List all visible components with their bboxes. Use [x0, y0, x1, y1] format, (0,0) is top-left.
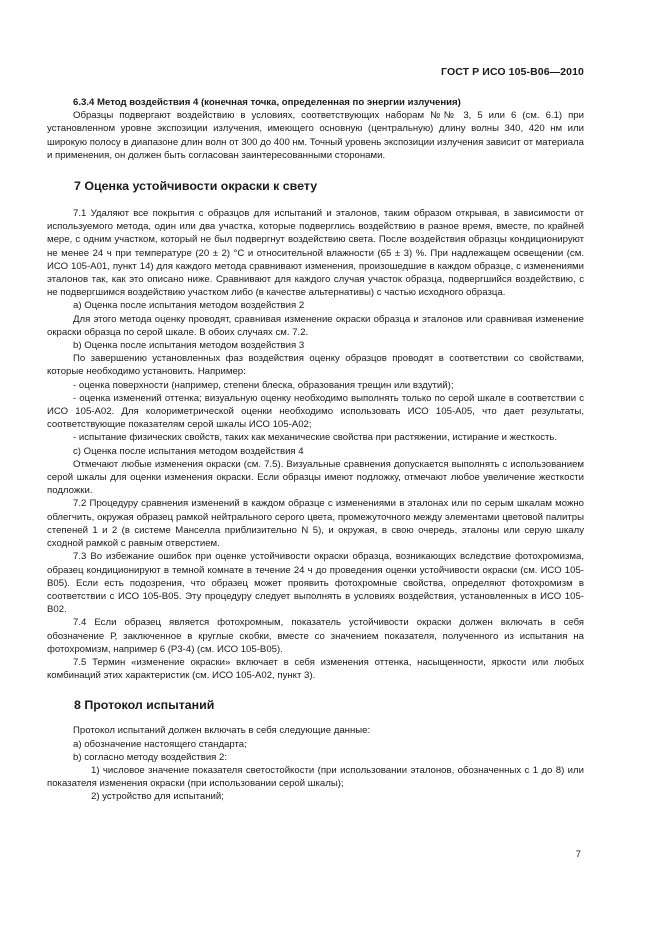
list-item: - оценка поверхности (например, степени блеска, образования трещин или вздутий); [73, 379, 454, 391]
list-subitem: 1) числовое значение показателя светостойкости (при использовании эталонов, обозначенных с 1 до 8) или показателя изменения окраски (при использовании серой шкалы); [47, 764, 584, 790]
list-item: - испытание физических свойств, таких как механические свойства при растяжении, истирание и жесткость. [73, 432, 558, 444]
section-8-title: 8 Протокол испытаний [74, 698, 215, 713]
list-subitem: 2) устройство для испытаний; [91, 791, 224, 803]
item-a-heading: a) Оценка после испытания методом воздействия 2 [73, 300, 305, 312]
list-item: a) обозначение настоящего стандарта; [73, 738, 247, 750]
paragraph-7-5: 7.5 Термин «изменение окраски» включает в себя изменения оттенка, насыщенности, яркости или любых комбинаций этих характеристик (см. ИСО 105-А02, пункт 3). [47, 656, 584, 682]
subsection-title: 6.3.4 Метод воздействия 4 (конечная точка, определенная по энергии излучения) [73, 97, 461, 108]
paragraph: Образцы подвергают воздействию в условиях, соответствующих наборам №№ 3, 5 или 6 (см. 6.1) при установленном уровне экспозиции излучения, имеющего основную (центральную) длину волны 340, 420 нм или широкую полосу в диапазоне длин волн от 300 до 400 нм. Точный уровень экспозиции излучения зависит от материала и применения, он должен быть согласован заинтересованными сторонами. [47, 110, 584, 161]
page-number: 7 [575, 849, 581, 860]
list-item: b) согласно методу воздействия 2: [73, 751, 228, 763]
item-c-heading: c) Оценка после испытания методом воздействия 4 [73, 445, 304, 457]
item-b-text: По завершению установленных фаз воздействия оценку образцов проводят в соответствии со свойствами, которые необходимо установить. Например: [47, 353, 584, 378]
item-a-text: Для этого метода оценку проводят, сравнивая изменение окраски образца и эталонов или сравнивая изменение окраски образца по серой шкале. В обоих случаях см. 7.2. [47, 313, 584, 338]
paragraph-7-3: 7.3 Во избежание ошибок при оценке устойчивости окраски образца, возникающих вследствие фотохромизма, образец кондиционируют в темной комнате в течение 24 ч до проведения оценки устойчивости окраски (см. ИСО 105-В05). Если есть подозрения, что образец может проявить фотохромные свойства, определяют фотохромизм в соответствии с ИСО 105-В05. Эту процедуру следует выполнять в условиях воздействия, установленных в ИСО 105-В02. [47, 551, 584, 616]
standard-header: ГОСТ Р ИСО 105-В06—2010 [441, 66, 584, 78]
item-c-text: Отмечают любые изменения окраски (см. 7.5). Визуальные сравнения допускается выполнять с использованием серой шкалы для оценки изменения окраски. Если образцы имеют подложку, отмечают любое увеличение жесткости подложки. [47, 458, 584, 497]
section-7-title: 7 Оценка устойчивости окраски к свету [74, 179, 318, 194]
paragraph-7-4: 7.4 Если образец является фотохромным, показатель устойчивости окраски должен включать в себя обозначение Р, заключенное в круглые скобки, вместе со значением показателя, полученного из испытания на фотохромизм, например 6 (Р3-4) (см. ИСО 105-В05). [47, 617, 584, 655]
document-body [47, 96, 584, 804]
paragraph-7-1: 7.1 Удаляют все покрытия с образцов для испытаний и эталонов, таким образом открывая, в зависимости от используемого метода, один или два участка, которые подверглись воздействию в разное время, вместе, по крайней мере, с одним участком, который не был подвергнут воздействию света. После воздействия образцы кондиционируют не менее 24 ч при температуре (20 ± 2) °С и относительной влажности (65 ± 3) %. При надлежащем освещении (см. ИСО 105-А01, пункт 14) для каждого метода сравнивают изменения, произошедшие в каждом образце, с изменениями эталонов так, как это описано ниже. Сравнивают для каждого случая участок образца, подвергшийся воздействию, с не подвергшимся воздействию участком либо (в качестве альтернативы) с частью исходного образца. [47, 208, 584, 299]
paragraph-7-2: 7.2 Процедуру сравнения изменений в каждом образце с изменениями в эталонах или по серым шкалам можно облегчить, окружая образец рамкой нейтрального серого цвета, промежуточного между элементами цветовой палитры степеней 1 и 2 (в системе Манселла приблизительно N 5), и окружая, в свою очередь, эталоны или серую шкалу сходной рамкой с равным отверстием. [47, 498, 584, 550]
list-item: - оценка изменений оттенка; визуальную оценку необходимо выполнять только по серой шкале в соответствии с ИСО 105-А02. Для колориметрической оценки необходимо использовать ИСО 105-А05, что дает результаты, соответствующие показателям серой шкалы ИСО 105-А02; [47, 392, 584, 431]
item-b-heading: b) Оценка после испытания методом воздействия 3 [73, 340, 305, 352]
paragraph: Протокол испытаний должен включать в себя следующие данные: [73, 725, 371, 737]
